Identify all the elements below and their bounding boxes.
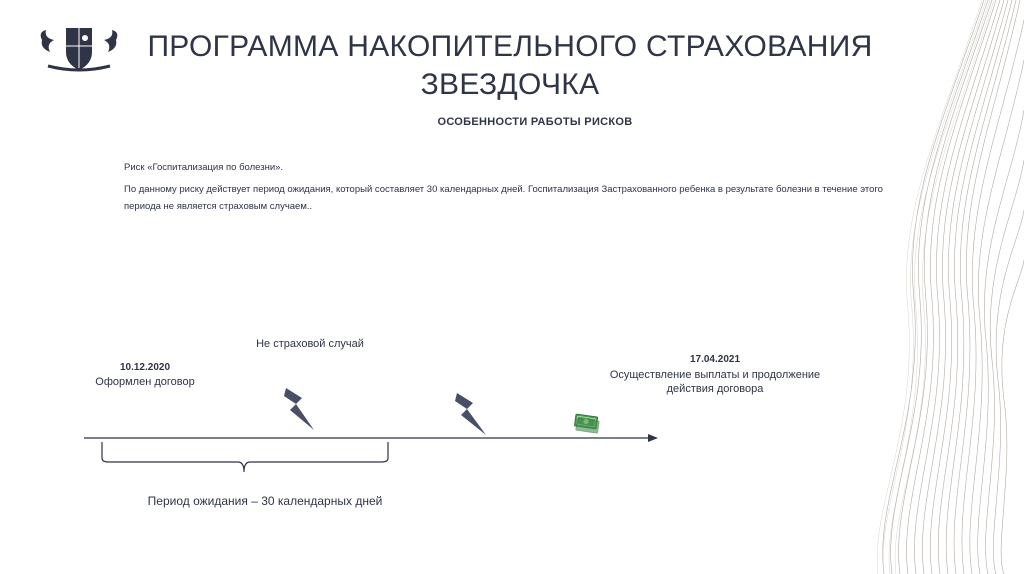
waiting-period-bracket (102, 442, 388, 472)
money-icon (574, 414, 600, 433)
end-date: 17.04.2021 (689, 354, 741, 365)
risk-description: По данному риску действует период ожидания, который составляет 30 календарных дней. Госпитализация Застрахованного ребенка в результате болезни в течение этого периода не является страховым случаем.. (124, 184, 883, 212)
timeline-arrowhead (648, 434, 658, 442)
title-line-2: ЗВЕЗДОЧКА (420, 68, 600, 101)
lightning-icon (284, 388, 314, 430)
end-label-line-2: действия договора (666, 383, 764, 395)
section-subtitle: ОСОБЕННОСТИ РАБОТЫ РИСКОВ (437, 116, 633, 128)
start-date: 10.12.2020 (119, 362, 171, 373)
risk-name: Риск «Госпитализация по болезни». (124, 162, 284, 173)
title-line-1: ПРОГРАММА НАКОПИТЕЛЬНОГО СТРАХОВАНИЯ (147, 30, 873, 63)
end-label-line-1: Осуществление выплаты и продолжение (609, 369, 821, 381)
non-insured-label: Не страховой случай (256, 338, 364, 350)
lightning-icon (455, 393, 486, 435)
start-label: Оформлен договор (95, 376, 195, 388)
waiting-period-label: Период ожидания – 30 календарных дней (147, 494, 383, 508)
